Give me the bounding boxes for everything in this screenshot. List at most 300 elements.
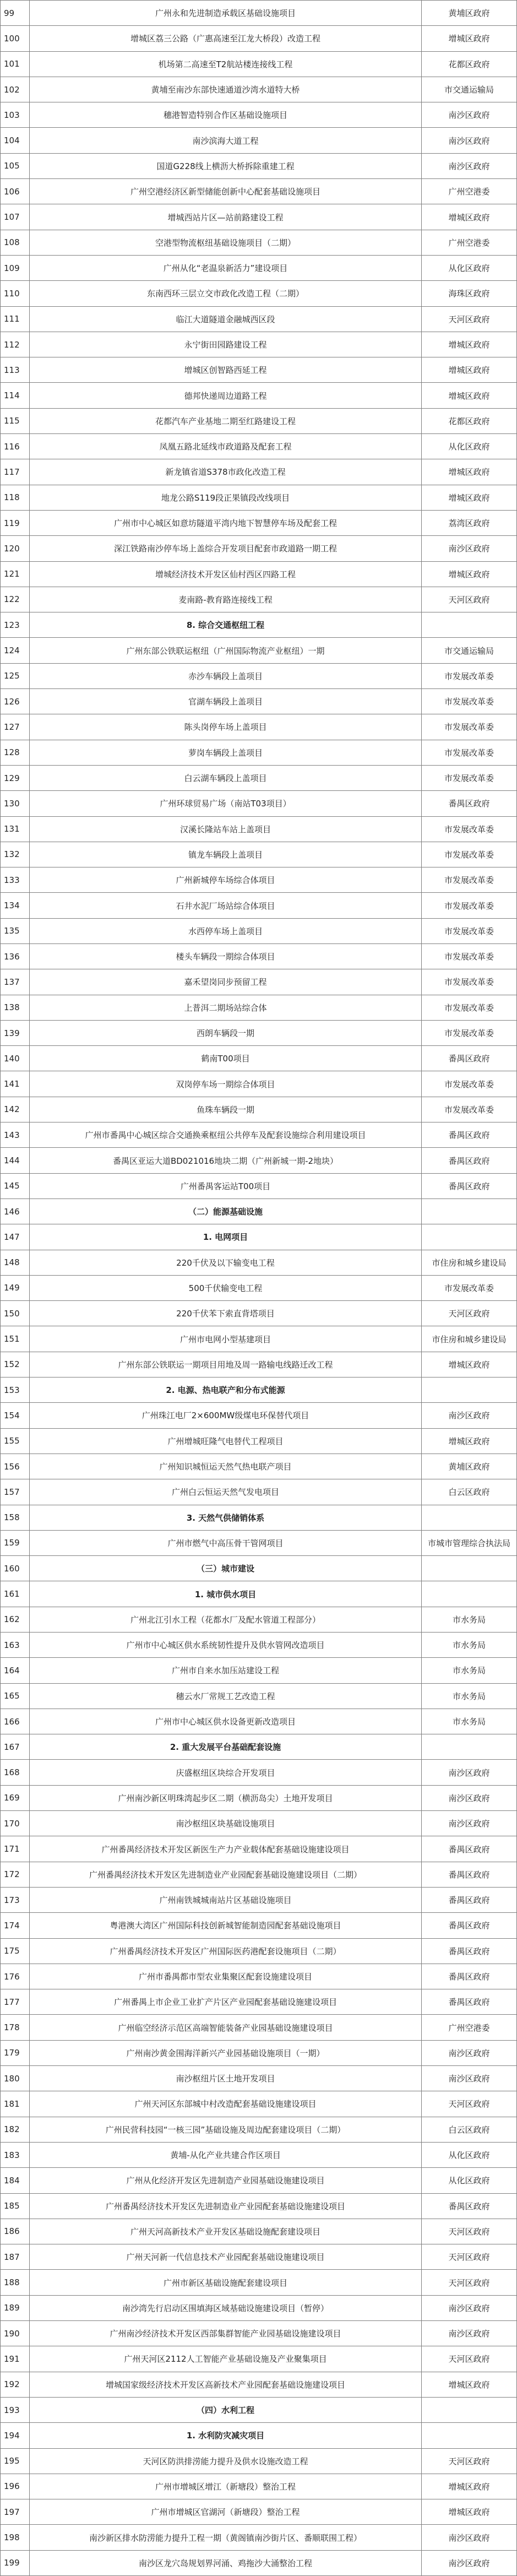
table-row <box>1 2117 517 2142</box>
row-number: 147 <box>1 1224 30 1250</box>
row-number: 146 <box>1 1198 30 1224</box>
project-name: 广州永和先进制造承载区基础设施项目 <box>30 1 422 26</box>
section-heading-row <box>1 1224 517 1250</box>
table-row <box>1 1785 517 1810</box>
responsible-unit: 花都区政府 <box>422 408 517 433</box>
section-heading-row <box>1 1556 517 1581</box>
project-name: 广州南沙经济技术开发区西部集群智能产业园基础设施建设项目 <box>30 2321 422 2346</box>
row-number: 133 <box>1 867 30 893</box>
project-name: 双岗停车场一期综合体项目 <box>30 1071 422 1097</box>
table-row <box>1 1887 517 1912</box>
project-name: 楼头车辆段一期综合体项目 <box>30 943 422 969</box>
responsible-unit <box>422 1198 517 1224</box>
row-number: 123 <box>1 612 30 638</box>
responsible-unit: 市水务局 <box>422 1633 517 1658</box>
project-name: 永宁街田园路建设工程 <box>30 332 422 357</box>
responsible-unit: 南沙区政府 <box>422 2550 517 2575</box>
row-number: 109 <box>1 255 30 280</box>
table-row <box>1 1250 517 1275</box>
project-name: 广州番禺经济技术开发区先进制造业产业园配套基础设施建设项目 <box>30 2193 422 2219</box>
table-row <box>1 1683 517 1709</box>
row-number: 188 <box>1 2270 30 2295</box>
responsible-unit: 番禺区政府 <box>422 1964 517 1989</box>
row-number: 194 <box>1 2423 30 2448</box>
project-name: 广州新城停车场综合体项目 <box>30 867 422 893</box>
responsible-unit: 白云区政府 <box>422 2117 517 2142</box>
row-number: 107 <box>1 204 30 230</box>
row-number: 175 <box>1 1938 30 1964</box>
row-number: 129 <box>1 765 30 790</box>
responsible-unit: 增城区政府 <box>422 1352 517 1377</box>
responsible-unit: 天河区政府 <box>422 2270 517 2295</box>
project-name: 增城国家级经济技术开发区高新技术产业园配套基础设施建设项目 <box>30 2372 422 2397</box>
responsible-unit <box>422 1378 517 1403</box>
responsible-unit: 番禺区政府 <box>422 791 517 816</box>
table-row <box>1 561 517 587</box>
project-name: 麦南路-教育路连接线工程 <box>30 587 422 612</box>
responsible-unit: 黄埔区政府 <box>422 1 517 26</box>
project-name: 500千伏输变电工程 <box>30 1275 422 1300</box>
section-title: （三）城市建设 <box>30 1556 422 1581</box>
project-name: 镇龙车辆段上盖项目 <box>30 842 422 867</box>
table-row <box>1 281 517 306</box>
project-name: 广州北江引水工程（花都水厂及配水管道工程部分） <box>30 1607 422 1632</box>
row-number: 191 <box>1 2346 30 2372</box>
row-number: 121 <box>1 561 30 587</box>
table-row <box>1 663 517 688</box>
project-name: 广州市燃气中高压骨干管网项目 <box>30 1530 422 1555</box>
responsible-unit: 天河区政府 <box>422 1301 517 1326</box>
responsible-unit: 番禺区政府 <box>422 2193 517 2219</box>
project-name: 广州增城旺隆气电替代工程项目 <box>30 1428 422 1454</box>
row-number: 193 <box>1 2397 30 2422</box>
project-name: 广州市增城区增江（新塘段）整治工程 <box>30 2474 422 2499</box>
project-name: 南沙新区排水防涝能力提升工程一期（黄阁镇南沙街片区、番顺联围工程） <box>30 2525 422 2550</box>
responsible-unit: 市发展改革委 <box>422 893 517 918</box>
responsible-unit: 南沙区政府 <box>422 2295 517 2320</box>
row-number: 157 <box>1 1479 30 1505</box>
project-name: 黄埔至南沙东部快速通道沙湾水道特大桥 <box>30 77 422 102</box>
table-row <box>1 1020 517 1045</box>
table-row <box>1 1989 517 2015</box>
responsible-unit: 天河区政府 <box>422 2091 517 2117</box>
responsible-unit: 市交通运输局 <box>422 638 517 663</box>
table-row <box>1 714 517 740</box>
project-name: 东南西环三层立交市政化改造工程（二期） <box>30 281 422 306</box>
table-row <box>1 995 517 1020</box>
row-number: 198 <box>1 2525 30 2550</box>
responsible-unit: 荔湾区政府 <box>422 510 517 535</box>
row-number: 159 <box>1 1530 30 1555</box>
project-name: 国道G228线上横沥大桥拆除重建工程 <box>30 153 422 178</box>
responsible-unit <box>422 1556 517 1581</box>
table-row <box>1 536 517 561</box>
row-number: 196 <box>1 2474 30 2499</box>
row-number: 113 <box>1 357 30 383</box>
responsible-unit: 南沙区政府 <box>422 1403 517 1428</box>
responsible-unit: 番禺区政府 <box>422 1148 517 1173</box>
row-number: 185 <box>1 2193 30 2219</box>
row-number: 170 <box>1 1811 30 1836</box>
row-number: 150 <box>1 1301 30 1326</box>
row-number: 132 <box>1 842 30 867</box>
responsible-unit: 市发展改革委 <box>422 740 517 765</box>
row-number: 199 <box>1 2550 30 2575</box>
table-row <box>1 357 517 383</box>
project-name: 增城西站片区—站前路建设工程 <box>30 204 422 230</box>
project-name: 广州天河区2112人工智能产业基础设施及产业聚集项目 <box>30 2346 422 2372</box>
row-number: 112 <box>1 332 30 357</box>
responsible-unit: 番禺区政府 <box>422 1862 517 1887</box>
project-name: 空港型物流枢纽基础设施项目（二期） <box>30 230 422 255</box>
table-row <box>1 2244 517 2270</box>
responsible-unit: 增城区政府 <box>422 2499 517 2525</box>
table-row <box>1 1607 517 1632</box>
section-title: 1. 水利防灾减灾项目 <box>30 2423 422 2448</box>
project-name: 广州市番禺都市型农业集聚区配套设施建设项目 <box>30 1964 422 1989</box>
table-row <box>1 408 517 433</box>
project-name: 上普洱二期场站综合体 <box>30 995 422 1020</box>
row-number: 119 <box>1 510 30 535</box>
row-number: 152 <box>1 1352 30 1377</box>
responsible-unit: 增城区政府 <box>422 204 517 230</box>
responsible-unit: 番禺区政府 <box>422 1989 517 2015</box>
row-number: 136 <box>1 943 30 969</box>
responsible-unit: 从化区政府 <box>422 434 517 459</box>
section-heading-row <box>1 2423 517 2448</box>
row-number: 169 <box>1 1785 30 1810</box>
row-number: 172 <box>1 1862 30 1887</box>
responsible-unit: 番禺区政府 <box>422 1122 517 1148</box>
project-name: 花都汽车产业基地二期至红路建设工程 <box>30 408 422 433</box>
row-number: 148 <box>1 1250 30 1275</box>
project-table-body <box>1 1 517 2576</box>
responsible-unit: 市住房和城乡建设局 <box>422 1326 517 1352</box>
table-row <box>1 1403 517 1428</box>
row-number: 156 <box>1 1454 30 1479</box>
table-row <box>1 893 517 918</box>
row-number: 101 <box>1 51 30 77</box>
row-number: 189 <box>1 2295 30 2320</box>
responsible-unit: 从化区政府 <box>422 2142 517 2167</box>
responsible-unit: 增城区政府 <box>422 485 517 510</box>
table-row <box>1 1760 517 1785</box>
table-row <box>1 2193 517 2219</box>
project-name: 广州天河区东部城中村改造配套基础设施建设项目 <box>30 2091 422 2117</box>
responsible-unit: 天河区政府 <box>422 2346 517 2372</box>
row-number: 173 <box>1 1887 30 1912</box>
row-number: 116 <box>1 434 30 459</box>
row-number: 181 <box>1 2091 30 2117</box>
project-name: 深江铁路南沙停车场上盖综合开发项目配套市政道路一期工程 <box>30 536 422 561</box>
table-row <box>1 1173 517 1198</box>
table-row <box>1 2015 517 2040</box>
responsible-unit: 黄埔区政府 <box>422 1454 517 1479</box>
row-number: 190 <box>1 2321 30 2346</box>
project-name: 石井水泥厂场站综合体项目 <box>30 893 422 918</box>
row-number: 105 <box>1 153 30 178</box>
table-row <box>1 943 517 969</box>
responsible-unit: 市城市管理综合执法局 <box>422 1530 517 1555</box>
table-row <box>1 2474 517 2499</box>
project-name: 广州市电网小型基建项目 <box>30 1326 422 1352</box>
table-row <box>1 1836 517 1862</box>
project-name: 番禺区亚运大道BD021016地块二期（广州新城一期-2地块） <box>30 1148 422 1173</box>
table-row <box>1 1811 517 1836</box>
responsible-unit: 南沙区政府 <box>422 153 517 178</box>
table-row <box>1 1633 517 1658</box>
table-row <box>1 638 517 663</box>
table-row <box>1 2448 517 2474</box>
table-row <box>1 510 517 535</box>
row-number: 124 <box>1 638 30 663</box>
table-row <box>1 1454 517 1479</box>
row-number: 139 <box>1 1020 30 1045</box>
responsible-unit: 南沙区政府 <box>422 102 517 128</box>
table-row <box>1 2550 517 2575</box>
table-row <box>1 1148 517 1173</box>
project-name: 广州番禺上市企业工业扩产片区产业园配套基础设施建设项目 <box>30 1989 422 2015</box>
responsible-unit: 花都区政府 <box>422 51 517 77</box>
table-row <box>1 2040 517 2065</box>
responsible-unit: 增城区政府 <box>422 26 517 51</box>
table-row <box>1 1301 517 1326</box>
project-name: 增城经济技术开发区仙村西区四路工程 <box>30 561 422 587</box>
responsible-unit: 增城区政府 <box>422 1428 517 1454</box>
responsible-unit: 市发展改革委 <box>422 867 517 893</box>
table-row <box>1 1122 517 1148</box>
project-name: 广州市中心城区供水设备更新改造项目 <box>30 1709 422 1734</box>
responsible-unit: 市水务局 <box>422 1683 517 1709</box>
row-number: 131 <box>1 816 30 842</box>
project-name: 新龙镇省道S378市政化改造工程 <box>30 459 422 485</box>
row-number: 103 <box>1 102 30 128</box>
table-row <box>1 2525 517 2550</box>
table-row <box>1 2142 517 2167</box>
responsible-unit: 南沙区政府 <box>422 2040 517 2065</box>
project-name: 增城区荔三公路（广惠高速至江龙大桥段）改造工程 <box>30 26 422 51</box>
responsible-unit: 天河区政府 <box>422 2244 517 2270</box>
project-name: 南沙湾先行启动区围填海区域基础设施建设项目（暂停） <box>30 2295 422 2320</box>
responsible-unit: 增城区政府 <box>422 357 517 383</box>
table-row <box>1 1097 517 1122</box>
project-name: 穗云水厂常规工艺改造工程 <box>30 1683 422 1709</box>
row-number: 110 <box>1 281 30 306</box>
project-name: 德邦快递周边道路工程 <box>30 383 422 408</box>
row-number: 197 <box>1 2499 30 2525</box>
project-name: 南沙滨海大道工程 <box>30 128 422 153</box>
responsible-unit: 市发展改革委 <box>422 816 517 842</box>
responsible-unit <box>422 2397 517 2422</box>
responsible-unit: 番禺区政府 <box>422 1887 517 1912</box>
responsible-unit: 市水务局 <box>422 1658 517 1683</box>
responsible-unit: 市发展改革委 <box>422 1097 517 1122</box>
table-row <box>1 1428 517 1454</box>
row-number: 130 <box>1 791 30 816</box>
row-number: 104 <box>1 128 30 153</box>
responsible-unit <box>422 1505 517 1530</box>
responsible-unit: 南沙区政府 <box>422 2321 517 2346</box>
row-number: 128 <box>1 740 30 765</box>
row-number: 183 <box>1 2142 30 2167</box>
project-name: 广州番禺经济技术开发区广州国际医药港配套设施项目（二期） <box>30 1938 422 1964</box>
project-name: 广州白云恒运天然气发电项目 <box>30 1479 422 1505</box>
responsible-unit <box>422 1224 517 1250</box>
project-name: 广州东部公铁联运一期项目用地及周一路输电线路迁改工程 <box>30 1352 422 1377</box>
responsible-unit: 市发展改革委 <box>422 995 517 1020</box>
row-number: 186 <box>1 2219 30 2244</box>
project-name: 官湖车辆段上盖项目 <box>30 689 422 714</box>
project-name: 临江大道隧道金融城西区段 <box>30 306 422 332</box>
responsible-unit: 市发展改革委 <box>422 765 517 790</box>
table-row <box>1 1326 517 1352</box>
row-number: 155 <box>1 1428 30 1454</box>
table-row <box>1 2499 517 2525</box>
project-name: 南沙枢纽区块基础设施项目 <box>30 1811 422 1836</box>
row-number: 180 <box>1 2066 30 2091</box>
table-row <box>1 26 517 51</box>
section-title: 1. 城市供水项目 <box>30 1581 422 1607</box>
responsible-unit: 市发展改革委 <box>422 943 517 969</box>
table-row <box>1 255 517 280</box>
project-name: 南沙枢纽片区土地开发项目 <box>30 2066 422 2091</box>
responsible-unit: 市交通运输局 <box>422 77 517 102</box>
responsible-unit <box>422 1581 517 1607</box>
table-row <box>1 969 517 995</box>
project-name: 广州市新区基础设施配套建设项目 <box>30 2270 422 2295</box>
section-title: 2. 重大发展平台基础配套设施 <box>30 1734 422 1760</box>
row-number: 167 <box>1 1734 30 1760</box>
project-name: 西朗车辆段一期 <box>30 1020 422 1045</box>
project-name: 广州环球贸易广场（南站T03项目） <box>30 791 422 816</box>
responsible-unit: 广州空港委 <box>422 2015 517 2040</box>
row-number: 174 <box>1 1913 30 1938</box>
row-number: 108 <box>1 230 30 255</box>
table-row <box>1 1275 517 1300</box>
row-number: 118 <box>1 485 30 510</box>
responsible-unit: 市水务局 <box>422 1709 517 1734</box>
responsible-unit: 广州空港委 <box>422 230 517 255</box>
table-row <box>1 1 517 26</box>
row-number: 166 <box>1 1709 30 1734</box>
project-name: 黄埔-从化产业共建合作区项目 <box>30 2142 422 2167</box>
project-name: 220千伏苯下索直背塔项目 <box>30 1301 422 1326</box>
responsible-unit <box>422 612 517 638</box>
project-name: 鹤南T00项目 <box>30 1046 422 1071</box>
table-row <box>1 1862 517 1887</box>
table-row <box>1 1913 517 1938</box>
project-name: 粤港澳大湾区广州国际科技创新城智能制造园配套基础设施项目 <box>30 1913 422 1938</box>
table-row <box>1 2321 517 2346</box>
table-row <box>1 2295 517 2320</box>
responsible-unit: 番禺区政府 <box>422 1913 517 1938</box>
row-number: 145 <box>1 1173 30 1198</box>
responsible-unit: 南沙区政府 <box>422 2525 517 2550</box>
responsible-unit: 增城区政府 <box>422 332 517 357</box>
row-number: 106 <box>1 179 30 204</box>
row-number: 154 <box>1 1403 30 1428</box>
responsible-unit: 海珠区政府 <box>422 281 517 306</box>
row-number: 168 <box>1 1760 30 1785</box>
project-name: 嘉禾望岗同步预留工程 <box>30 969 422 995</box>
responsible-unit: 天河区政府 <box>422 2448 517 2474</box>
table-row <box>1 2091 517 2117</box>
table-row <box>1 332 517 357</box>
table-row <box>1 816 517 842</box>
table-row <box>1 1709 517 1734</box>
project-name: 220千伏及以下输变电工程 <box>30 1250 422 1275</box>
row-number: 117 <box>1 459 30 485</box>
row-number: 99 <box>1 1 30 26</box>
row-number: 149 <box>1 1275 30 1300</box>
responsible-unit: 增城区政府 <box>422 459 517 485</box>
responsible-unit: 市发展改革委 <box>422 663 517 688</box>
responsible-unit: 南沙区政府 <box>422 128 517 153</box>
project-name: 天河区防洪排涝能力提升及供水设施改造工程 <box>30 2448 422 2474</box>
row-number: 182 <box>1 2117 30 2142</box>
responsible-unit: 南沙区政府 <box>422 1760 517 1785</box>
table-row <box>1 587 517 612</box>
table-row <box>1 2346 517 2372</box>
responsible-unit: 市发展改革委 <box>422 969 517 995</box>
row-number: 187 <box>1 2244 30 2270</box>
project-name: 广州临空经济示范区高端智能装备产业园基础设施建设项目 <box>30 2015 422 2040</box>
project-name: 广州市自来水加压站建设工程 <box>30 1658 422 1683</box>
table-row <box>1 485 517 510</box>
row-number: 192 <box>1 2372 30 2397</box>
row-number: 163 <box>1 1633 30 1658</box>
row-number: 137 <box>1 969 30 995</box>
project-name: 广州空港经济区新型储能创新中心配套基础设施项目 <box>30 179 422 204</box>
project-name: 陈头岗停车场上盖项目 <box>30 714 422 740</box>
project-name: 广州天河新一代信息技术产业园配套基础设施建设项目 <box>30 2244 422 2270</box>
row-number: 102 <box>1 77 30 102</box>
table-row <box>1 1046 517 1071</box>
row-number: 143 <box>1 1122 30 1148</box>
project-name: 赤沙车辆段上盖项目 <box>30 663 422 688</box>
responsible-unit: 从化区政府 <box>422 255 517 280</box>
section-heading-row <box>1 2397 517 2422</box>
section-title: 3. 天然气供储销体系 <box>30 1505 422 1530</box>
row-number: 126 <box>1 689 30 714</box>
responsible-unit: 番禺区政府 <box>422 1173 517 1198</box>
section-heading-row <box>1 1734 517 1760</box>
row-number: 114 <box>1 383 30 408</box>
responsible-unit: 天河区政府 <box>422 306 517 332</box>
row-number: 164 <box>1 1658 30 1683</box>
table-row <box>1 459 517 485</box>
responsible-unit: 番禺区政府 <box>422 1836 517 1862</box>
row-number: 178 <box>1 2015 30 2040</box>
table-row <box>1 2270 517 2295</box>
project-name: 广州民营科技园“一核三园”基础设施及周边配套建设项目（二期） <box>30 2117 422 2142</box>
section-heading-row <box>1 1581 517 1607</box>
table-row <box>1 102 517 128</box>
responsible-unit: 市发展改革委 <box>422 689 517 714</box>
project-name: 穗港智造特别合作区基础设施项目 <box>30 102 422 128</box>
responsible-unit: 从化区政府 <box>422 2168 517 2193</box>
table-row <box>1 179 517 204</box>
responsible-unit: 天河区政府 <box>422 2219 517 2244</box>
project-name: 南沙区龙穴岛规划界河涌、鸡拖沙大涌整治工程 <box>30 2550 422 2575</box>
table-row <box>1 51 517 77</box>
responsible-unit: 番禺区政府 <box>422 1938 517 1964</box>
row-number: 162 <box>1 1607 30 1632</box>
table-row <box>1 383 517 408</box>
project-name: 广州市增城区官湖河（新塘段）整治工程 <box>30 2499 422 2525</box>
table-row <box>1 689 517 714</box>
responsible-unit: 广州空港委 <box>422 179 517 204</box>
